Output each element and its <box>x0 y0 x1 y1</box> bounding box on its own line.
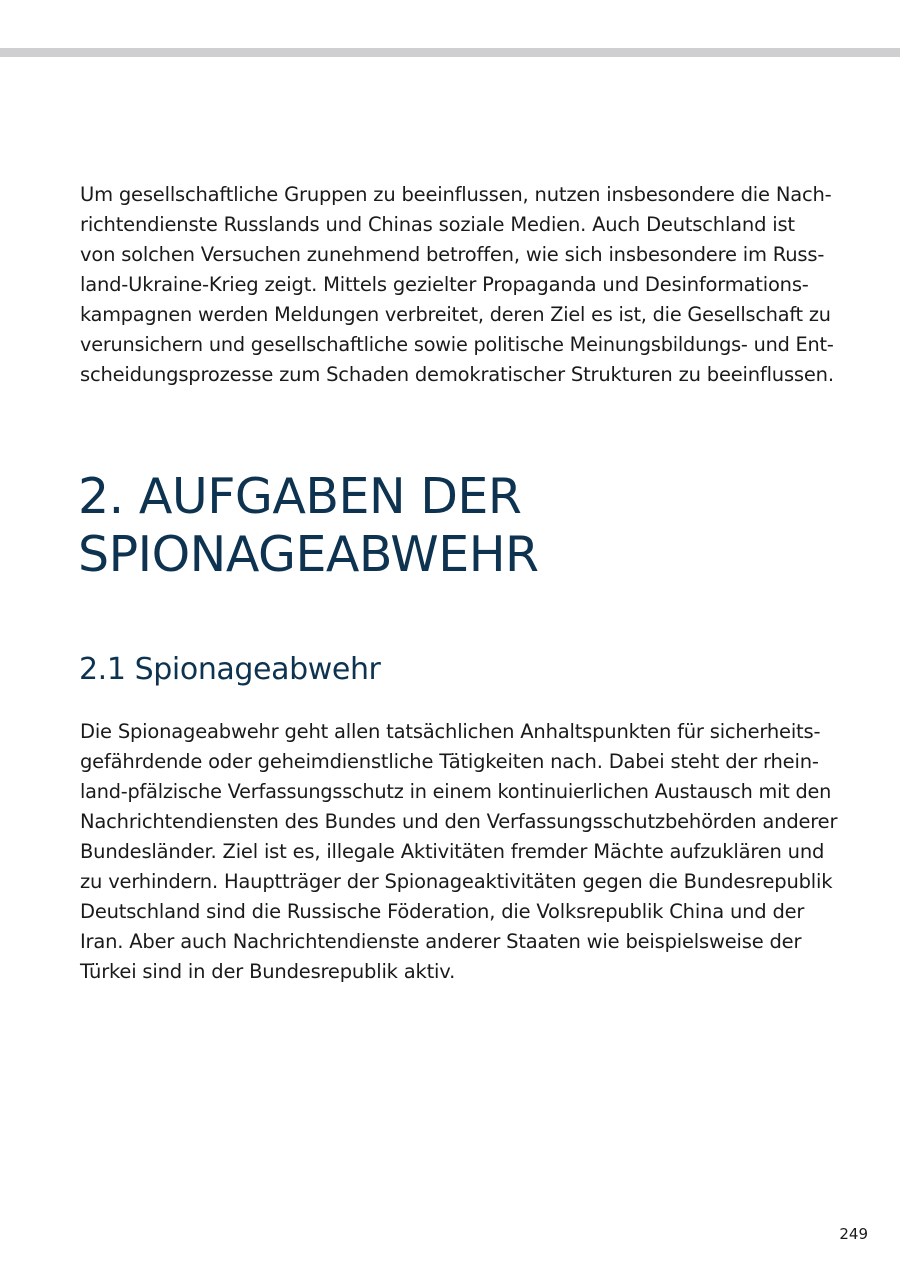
subsection-title: 2.1 Spionageabwehr <box>79 652 381 687</box>
section-title-line: 2. AUFGABEN DER <box>78 468 522 525</box>
section-title-line: SPIONAGEABWEHR <box>78 526 539 583</box>
paragraph-line: zu verhindern. Hauptträger der Spionageaktivitäten gegen die Bundesrepublik <box>80 870 833 893</box>
paragraph-line: gefährdende oder geheimdienstliche Tätigkeiten nach. Dabei steht der rhein- <box>80 750 819 773</box>
section-title <box>78 468 539 584</box>
subsection-paragraph <box>80 717 840 987</box>
paragraph-line: Deutschland sind die Russische Föderation, die Volksrepublik China und der <box>80 900 805 923</box>
paragraph-line: Nachrichtendiensten des Bundes und den Verfassungsschutzbehörden anderer <box>80 810 838 833</box>
paragraph-line: Bundesländer. Ziel ist es, illegale Aktivitäten fremder Mächte aufzuklären und <box>80 840 825 863</box>
paragraph-line: scheidungsprozesse zum Schaden demokratischer Strukturen zu beeinflussen. <box>80 363 834 386</box>
paragraph-line: Iran. Aber auch Nachrichtendienste anderer Staaten wie beispielsweise der <box>80 930 802 953</box>
paragraph-line: land-pfälzische Verfassungsschutz in einem kontinuierlichen Austausch mit den <box>80 780 832 803</box>
page-number: 249 <box>839 1225 868 1243</box>
paragraph-line: verunsichern und gesellschaftliche sowie politische Meinungsbildungs- und Ent- <box>80 333 834 356</box>
paragraph-line: Um gesellschaftliche Gruppen zu beeinflussen, nutzen insbesondere die Nach- <box>80 183 832 206</box>
paragraph-line: kampagnen werden Meldungen verbreitet, deren Ziel es ist, die Gesellschaft zu <box>80 303 831 326</box>
intro-paragraph <box>80 180 840 390</box>
paragraph-line: Die Spionageabwehr geht allen tatsächlichen Anhaltspunkten für sicherheits- <box>80 720 821 743</box>
paragraph-line: richtendienste Russlands und Chinas soziale Medien. Auch Deutschland ist <box>80 213 795 236</box>
paragraph-line: Türkei sind in der Bundesrepublik aktiv. <box>80 960 456 983</box>
top-rule <box>0 48 900 57</box>
paragraph-line: von solchen Versuchen zunehmend betroffen, wie sich insbesondere im Russ- <box>80 243 825 266</box>
paragraph-line: land-Ukraine-Krieg zeigt. Mittels gezielter Propaganda und Desinformations- <box>80 273 809 296</box>
